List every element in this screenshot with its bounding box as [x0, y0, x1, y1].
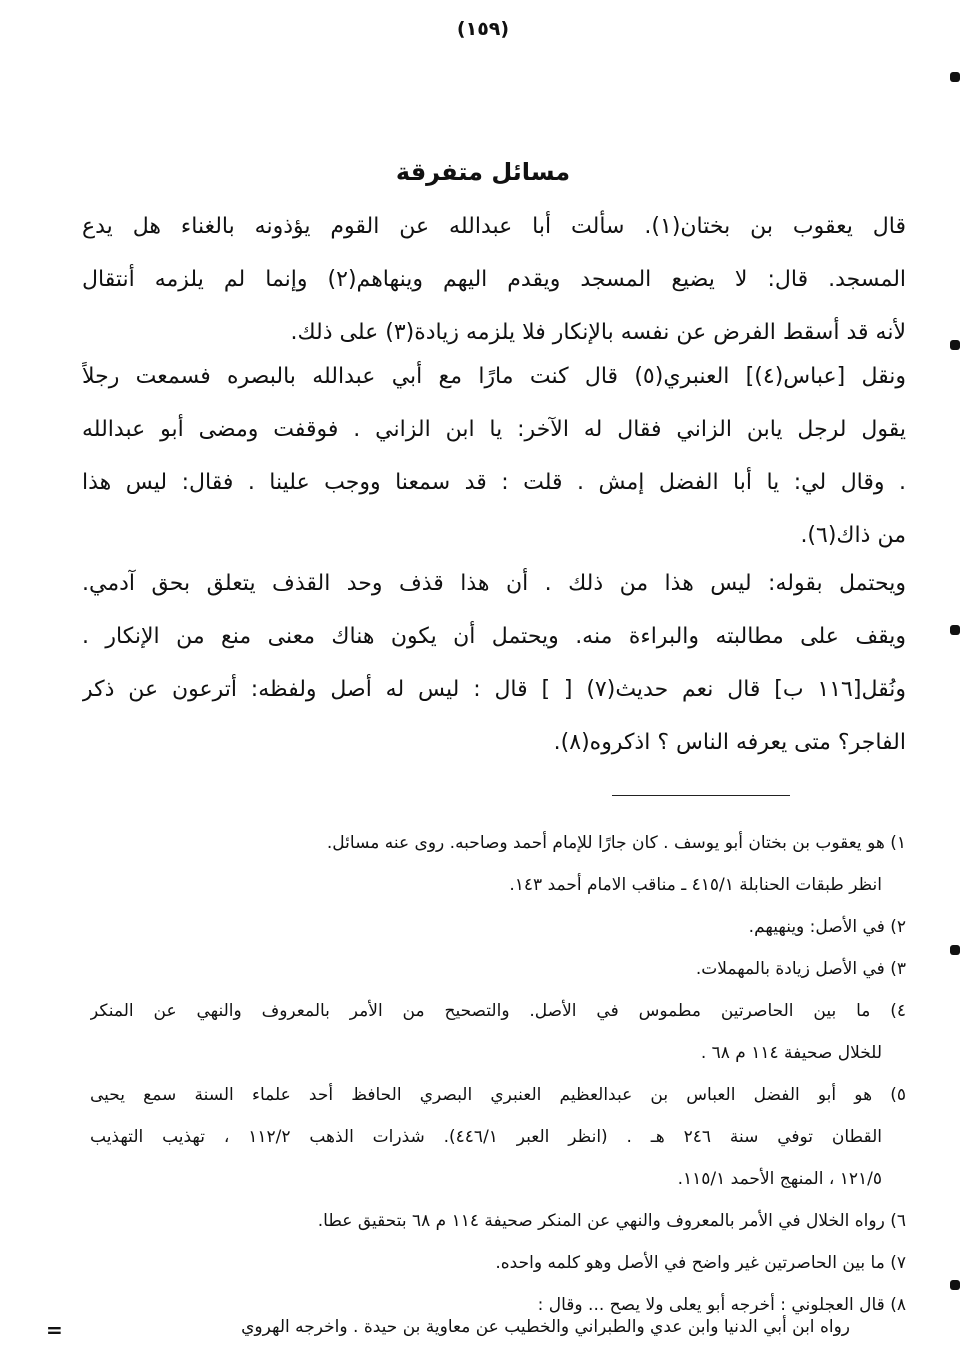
body-line: ونقل [عباس(٤)] العنبري(٥) قال كنت مارًا مع أبي عبدالله بالبصره فسمعت رجلاً — [82, 364, 906, 389]
footnotes — [90, 822, 906, 1326]
body-line: يقول لرجل يابن الزاني فقال له الآخر: يا ابن الزاني . فوقفت ومضى أبو عبدالله — [82, 417, 906, 442]
footnote-6: ٦) رواه الخلال في الأمر بالمعروف والنهي عن المنكر صحيفة ١١٤ م ٦٨ بتحقيق عطا. — [317, 1211, 906, 1231]
body-line: . وقال لي: يا أبا الفضل إمش . قلت : قد سمعنا ووجب علينا . فقال: ليس هذا — [82, 470, 906, 495]
page-number: (١٥٩) — [456, 18, 510, 40]
footnote-4: ٤) ما بين الحاصرتين مطموس في الأصل. والتصحيح من الأمر بالمعروف والنهي عن المنكر — [90, 1001, 906, 1021]
footnote-7: ٧) ما بين الحاصرتين غير واضح في الأصل وهو كلمه واحده. — [495, 1253, 906, 1273]
footnote-1-continued: انظر طبقات الحنابلة ٤١٥/١ ـ مناقب الامام أحمد ١٤٣. — [509, 875, 882, 895]
body-line: قال يعقوب بن بختان(١). سألت أبا عبدالله عن القوم يؤذونه بالغناء هل يدع — [82, 214, 906, 239]
footnote-2: ٢) في الأصل: وينهيهم. — [748, 917, 906, 937]
footnote-4-continued: للخلال صحيفة ١١٤ م ٦٨ . — [700, 1043, 882, 1063]
scan-dot — [950, 72, 960, 82]
scan-dot — [950, 945, 960, 955]
body-line: المسجد. قال: لا يضيع المسجد ويقدم اليهم وينهاهم(٢) وإنما لم يلزمه أنتقال — [82, 267, 906, 292]
body-line: الفاجر؟ متى يعرفه الناس ؟ اذكروه(٨). — [553, 730, 906, 755]
body-line: ويقف على مطالبته والبراءة منه. ويحتمل أن يكون هناك معنى منع من الإنكار . — [82, 624, 906, 649]
footnote-5: ٥) هو أبو الفضل العباس بن عبدالعظيم العنبري البصري الحافظ أحد علماء السنة سمع يحيى — [90, 1085, 906, 1105]
footnote-1: ١) هو يعقوب بن بختان أبو يوسف . كان جارًا للإمام أحمد وصاحبه. روى عنه مسائل. — [326, 833, 906, 853]
footnote-5-continued: القطان توفي سنة ٢٤٦ هـ . (انظر العبر ٤٤٦/١). شذرات الذهب ١١٢/٢ ، تهذيب التهذيب — [90, 1127, 882, 1147]
continuation-mark: = — [46, 1318, 63, 1342]
body-line: من ذاك(٦). — [800, 523, 906, 548]
paragraph-3 — [82, 557, 906, 769]
paragraph-1 — [82, 200, 906, 359]
body-line: ويحتمل بقوله: ليس هذا من ذلك . أن هذا قذف وحد القذف يتعلق بحق آدمي. — [82, 571, 906, 596]
scan-dot — [950, 1280, 960, 1290]
section-title: مسائل متفرقة — [395, 158, 571, 186]
body-line: لأنه قد أسقط الفرض عن نفسه بالإنكار فلا يلزمه زيادة(٣) على ذلك. — [290, 320, 906, 345]
footnote-separator — [612, 795, 790, 796]
footnote-8-continued: رواه ابن أبي الدنيا وابن عدي والطبراني والخطيب عن معاوية بن حيدة . واخرجه الهروي — [241, 1317, 850, 1337]
footnote-5-continued: ١٢١/٥ ، المنهج الأحمد ١١٥/١. — [677, 1169, 882, 1189]
paragraph-2 — [82, 350, 906, 562]
footnote-8: ٨) قال العجلوني : أخرجه أبو يعلى ولا يصح ... وقال : — [537, 1295, 906, 1315]
footnote-3: ٣) في الأصل زيادة بالمهملات. — [695, 959, 906, 979]
scan-dot — [950, 625, 960, 635]
body-line: ونُقل[١١٦ ب] قال نعم حديث(٧) [ ] قال : ليس له أصل ولفظه: أترعون عن ذكر — [82, 677, 906, 702]
scan-dot — [950, 340, 960, 350]
